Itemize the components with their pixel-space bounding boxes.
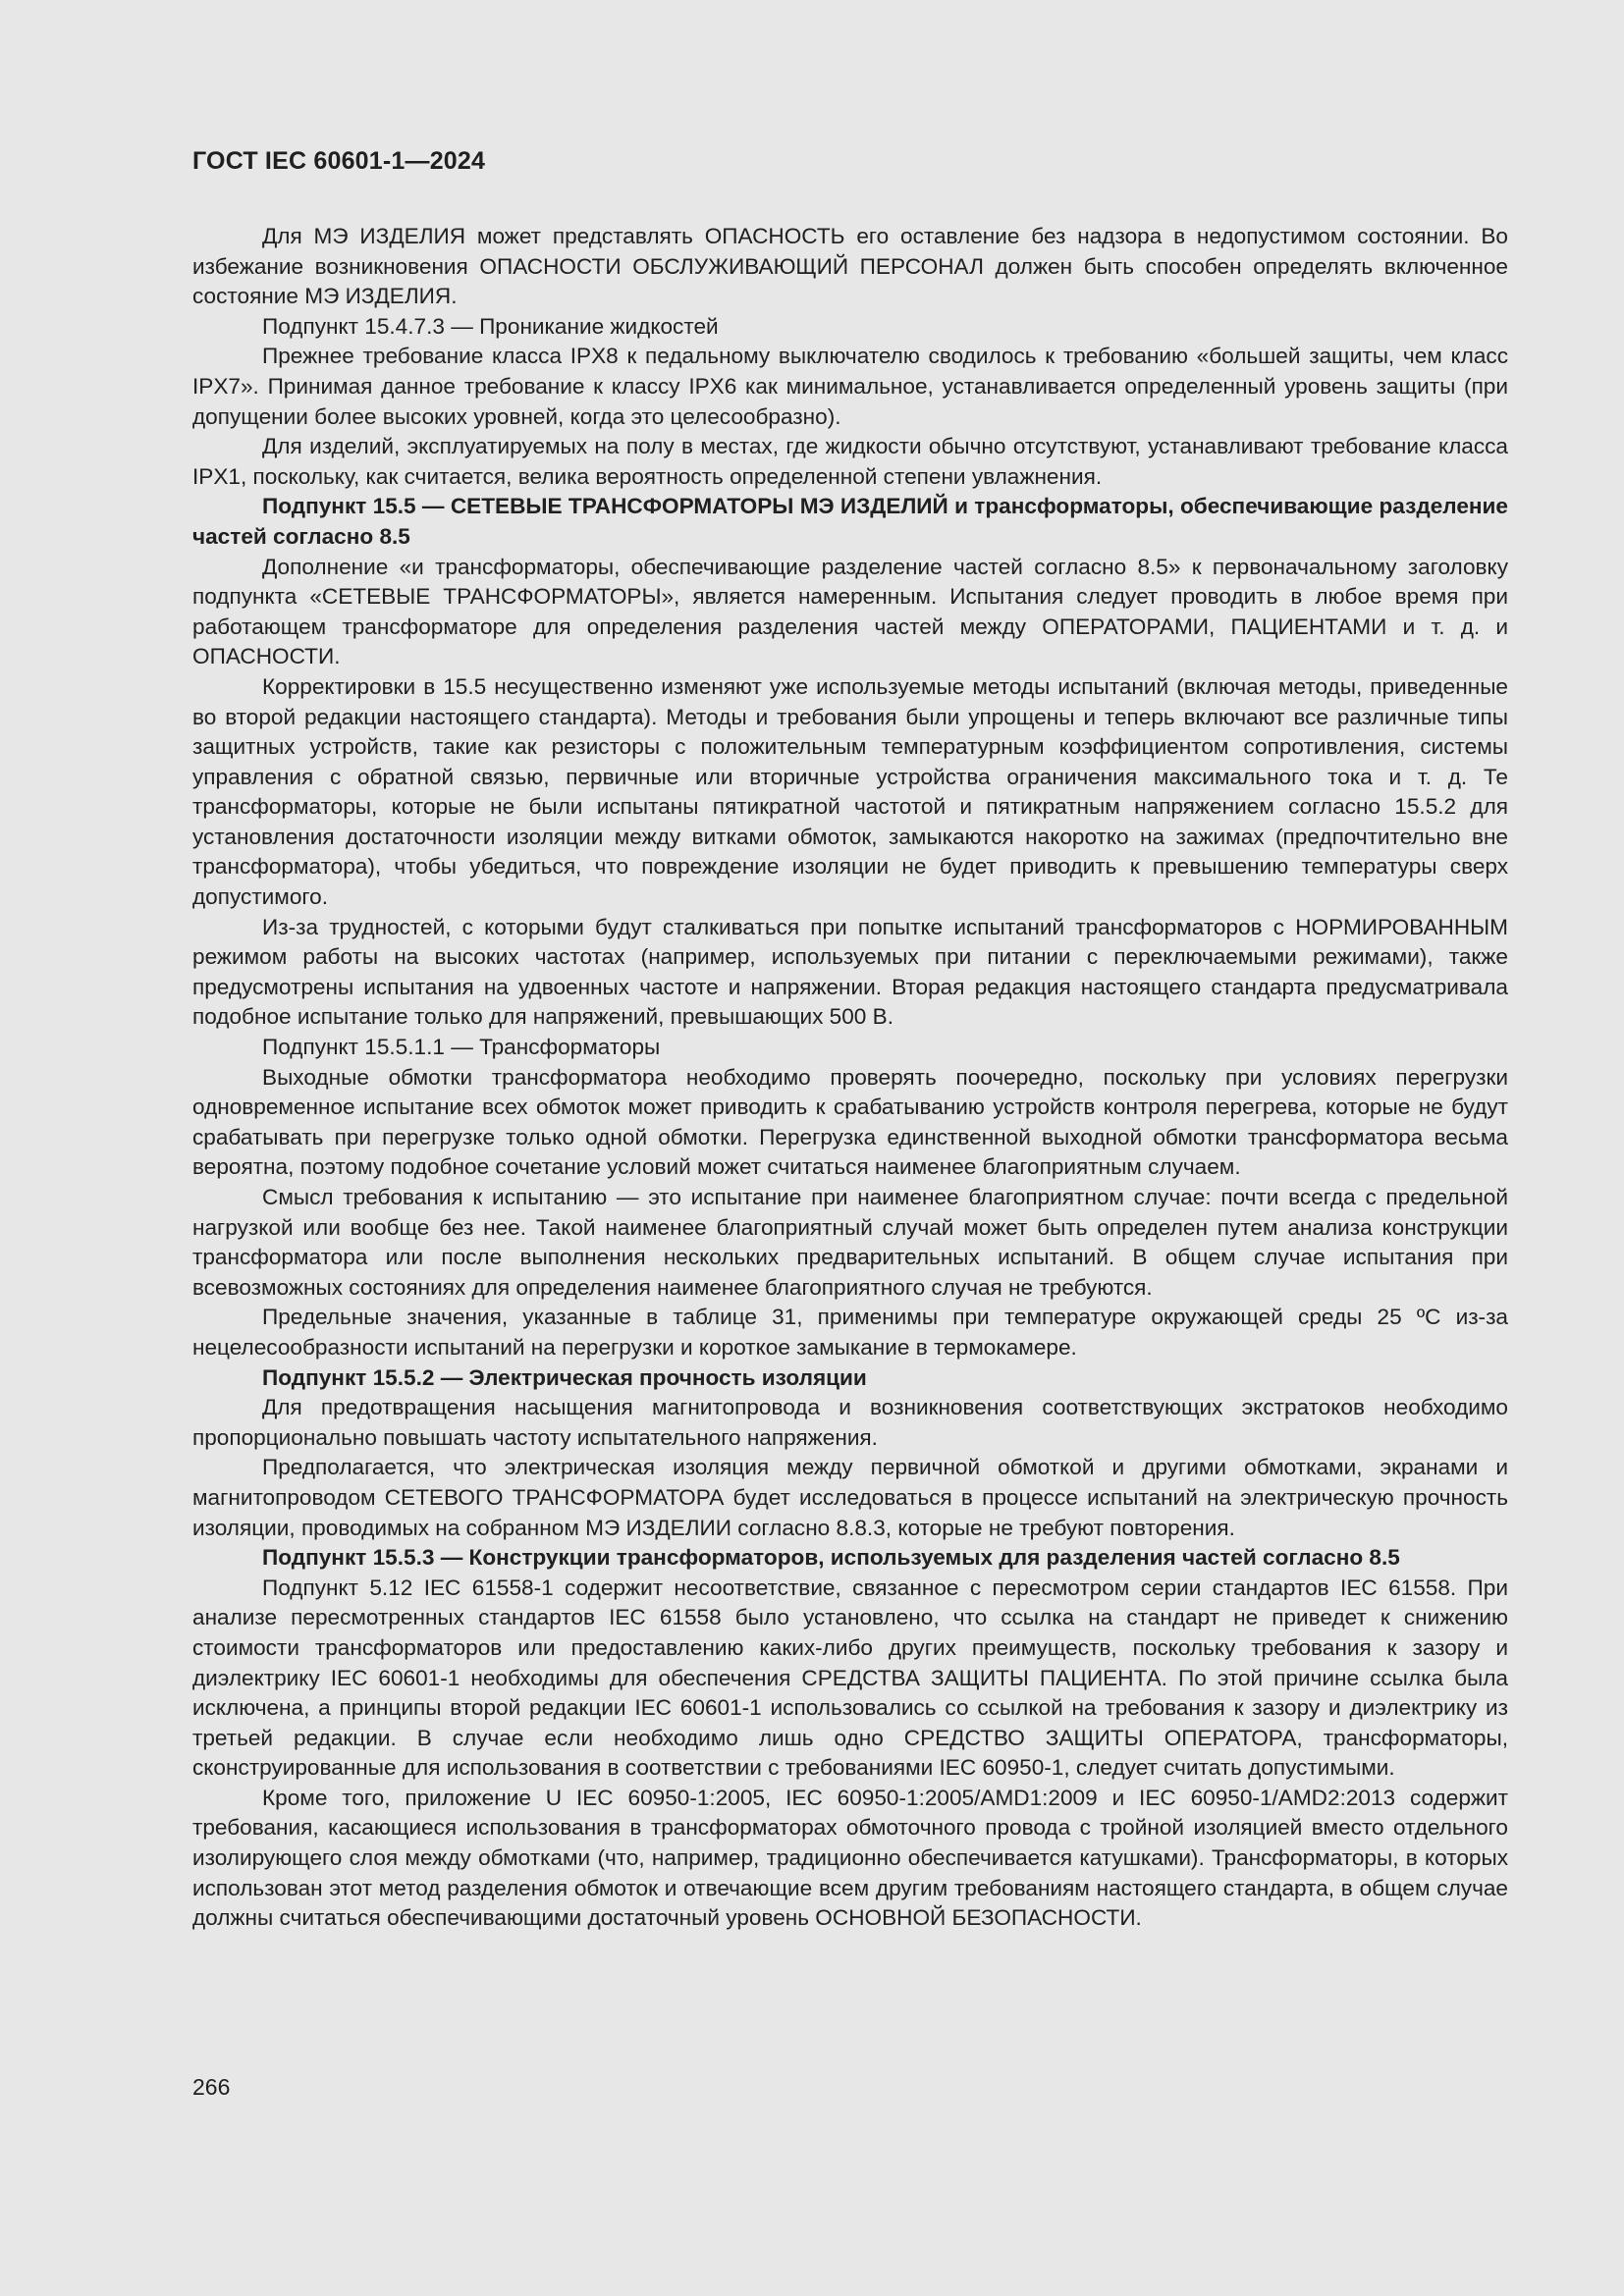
paragraph: Корректировки в 15.5 несущественно изменяют уже используемые методы испытаний (включая методы, приведенные во второй редакции настоящего стандарта). Методы и требования были упрощены и теперь включают все различные типы защитных устройств, такие как резисторы с положительным температурным коэффициентом сопротивления, системы управления с обратной связью, первичные или вторичные устройства ограничения максимального тока и т. д. Те трансформаторы, которые не были испытаны пятикратной частотой и пятикратным напряжением согласно 15.5.2 для установления достаточности изоляции между витками обмоток, замыкаются накоротко на зажимах (предпочтительно вне трансформатора), чтобы убедиться, что повреждение изоляции не будет приводить к превышению температуры сверх допустимого. [192, 673, 1508, 910]
paragraph: Смысл требования к испытанию — это испытание при наименее благоприятном случае: почти всегда с предельной нагрузкой или вообще без нее. Такой наименее благоприятный случай может быть определен путем анализа конструкции трансформатора или после выполнения нескольких предварительных испытаний. В общем случае испытания при всевозможных состояниях для определения наименее благоприятного случая не требуются. [192, 1185, 1508, 1300]
document-header: ГОСТ IEC 60601-1—2024 [192, 147, 486, 175]
page-number: 266 [192, 2074, 231, 2100]
section-heading: Подпункт 15.5.2 — Электрическая прочность изоляции [262, 1364, 867, 1390]
paragraph: Для изделий, эксплуатируемых на полу в местах, где жидкости обычно отсутствуют, устанавливают требование класса IPX1, поскольку, как считается, велика вероятность определенной степени увлажнения. [192, 434, 1508, 489]
paragraph: Дополнение «и трансформаторы, обеспечивающие разделение частей согласно 8.5» к первоначальному заголовку подпункта «СЕТЕВЫЕ ТРАНСФОРМАТОРЫ», является намеренным. Испытания следует проводить в любое время при работающем трансформаторе для определения разделения частей между ОПЕРАТОРАМИ, ПАЦИЕНТАМИ и т. д. и ОПАСНОСТИ. [192, 554, 1508, 669]
section-heading: Подпункт 15.5 — СЕТЕВЫЕ ТРАНСФОРМАТОРЫ МЭ ИЗДЕЛИЙ и трансформаторы, обеспечивающие разделение частей согласно 8.5 [192, 494, 1508, 549]
paragraph: Предполагается, что электрическая изоляция между первичной обмоткой и другими обмотками, экранами и магнитопроводом СЕТЕВОГО ТРАНСФОРМАТОРА будет исследоваться в процессе испытаний на электрическую прочность изоляции, проводимых на собранном МЭ ИЗДЕЛИИ согласно 8.8.3, которые не требуют повторения. [192, 1455, 1508, 1540]
paragraph: Из-за трудностей, с которыми будут сталкиваться при попытке испытаний трансформаторов с НОРМИРОВАННЫМ режимом работы на высоких частотах (например, используемых при питании с переключаемыми режимами), также предусмотрены испытания на удвоенных частоте и напряжении. Вторая редакция настоящего стандарта предусматривала подобное испытание только для напряжений, превышающих 500 В. [192, 914, 1508, 1030]
paragraph: Предельные значения, указанные в таблице 31, применимы при температуре окружающей среды 25 ºC из-за нецелесообразности испытаний на перегрузки и короткое замыкание в термокамере. [192, 1305, 1508, 1360]
subsection-heading: Подпункт 15.4.7.3 — Проникание жидкостей [262, 313, 719, 339]
subsection-heading: Подпункт 15.5.1.1 — Трансформаторы [262, 1035, 661, 1060]
paragraph: Выходные обмотки трансформатора необходимо проверять поочередно, поскольку при условиях перегрузки одновременное испытание всех обмоток может приводить к срабатыванию устройств контроля перегрева, которые не будут срабатывать при перегрузке только одной обмотки. Перегрузка единственной выходной обмотки трансформатора весьма вероятна, поэтому подобное сочетание условий может считаться наименее благоприятным случаем. [192, 1064, 1508, 1180]
paragraph: Подпункт 5.12 IEC 61558-1 содержит несоответствие, связанное с пересмотром серии стандартов IEC 61558. При анализе пересмотренных стандартов IEC 61558 было установлено, что ссылка на стандарт не приведет к снижению стоимости трансформаторов или предоставлению каких-либо других преимуществ, поскольку требования к зазору и диэлектрику IEC 60601-1 необходимы для обеспечения СРЕДСТВА ЗАЩИТЫ ПАЦИЕНТА. По этой причине ссылка была исключена, а принципы второй редакции IEC 60601-1 использовались со ссылкой на требования к зазору и диэлектрику из третьей редакции. В случае если необходимо лишь одно СРЕДСТВО ЗАЩИТЫ ОПЕРАТОРА, трансформаторы, сконструированные для использования в соответствии с требованиями IEC 60950-1, следует считать допустимыми. [192, 1575, 1508, 1781]
paragraph: Прежнее требование класса IPX8 к педальному выключателю сводилось к требованию «большей защиты, чем класс IPX7». Принимая данное требование к классу IPX6 как минимальное, устанавливается определенный уровень защиты (при допущении более высоких уровней, когда это целесообразно). [192, 344, 1508, 429]
document-body [192, 222, 1508, 1934]
paragraph: Кроме того, приложение U IEC 60950-1:2005, IEC 60950-1:2005/AMD1:2009 и IEC 60950-1/AMD2:2013 содержит требования, касающиеся использования в трансформаторах обмоточного провода с тройной изоляцией вместо отдельного изолирующего слоя между обмотками (что, например, традиционно обеспечивается катушками). Трансформаторы, в которых использован этот метод разделения обмоток и отвечающие всем другим требованиям настоящего стандарта, в общем случае должны считаться обеспечивающими достаточный уровень ОСНОВНОЙ БЕЗОПАСНОСТИ. [192, 1785, 1508, 1931]
section-heading: Подпункт 15.5.3 — Конструкции трансформаторов, используемых для разделения частей согласно 8.5 [262, 1545, 1400, 1571]
paragraph: Для МЭ ИЗДЕЛИЯ может представлять ОПАСНОСТЬ его оставление без надзора в недопустимом состоянии. Во избежание возникновения ОПАСНОСТИ ОБСЛУЖИВАЮЩИЙ ПЕРСОНАЛ должен быть способен определять включенное состояние МЭ ИЗДЕЛИЯ. [192, 224, 1508, 309]
paragraph: Для предотвращения насыщения магнитопровода и возникновения соответствующих экстратоков необходимо пропорционально повышать частоту испытательного напряжения. [192, 1395, 1508, 1450]
